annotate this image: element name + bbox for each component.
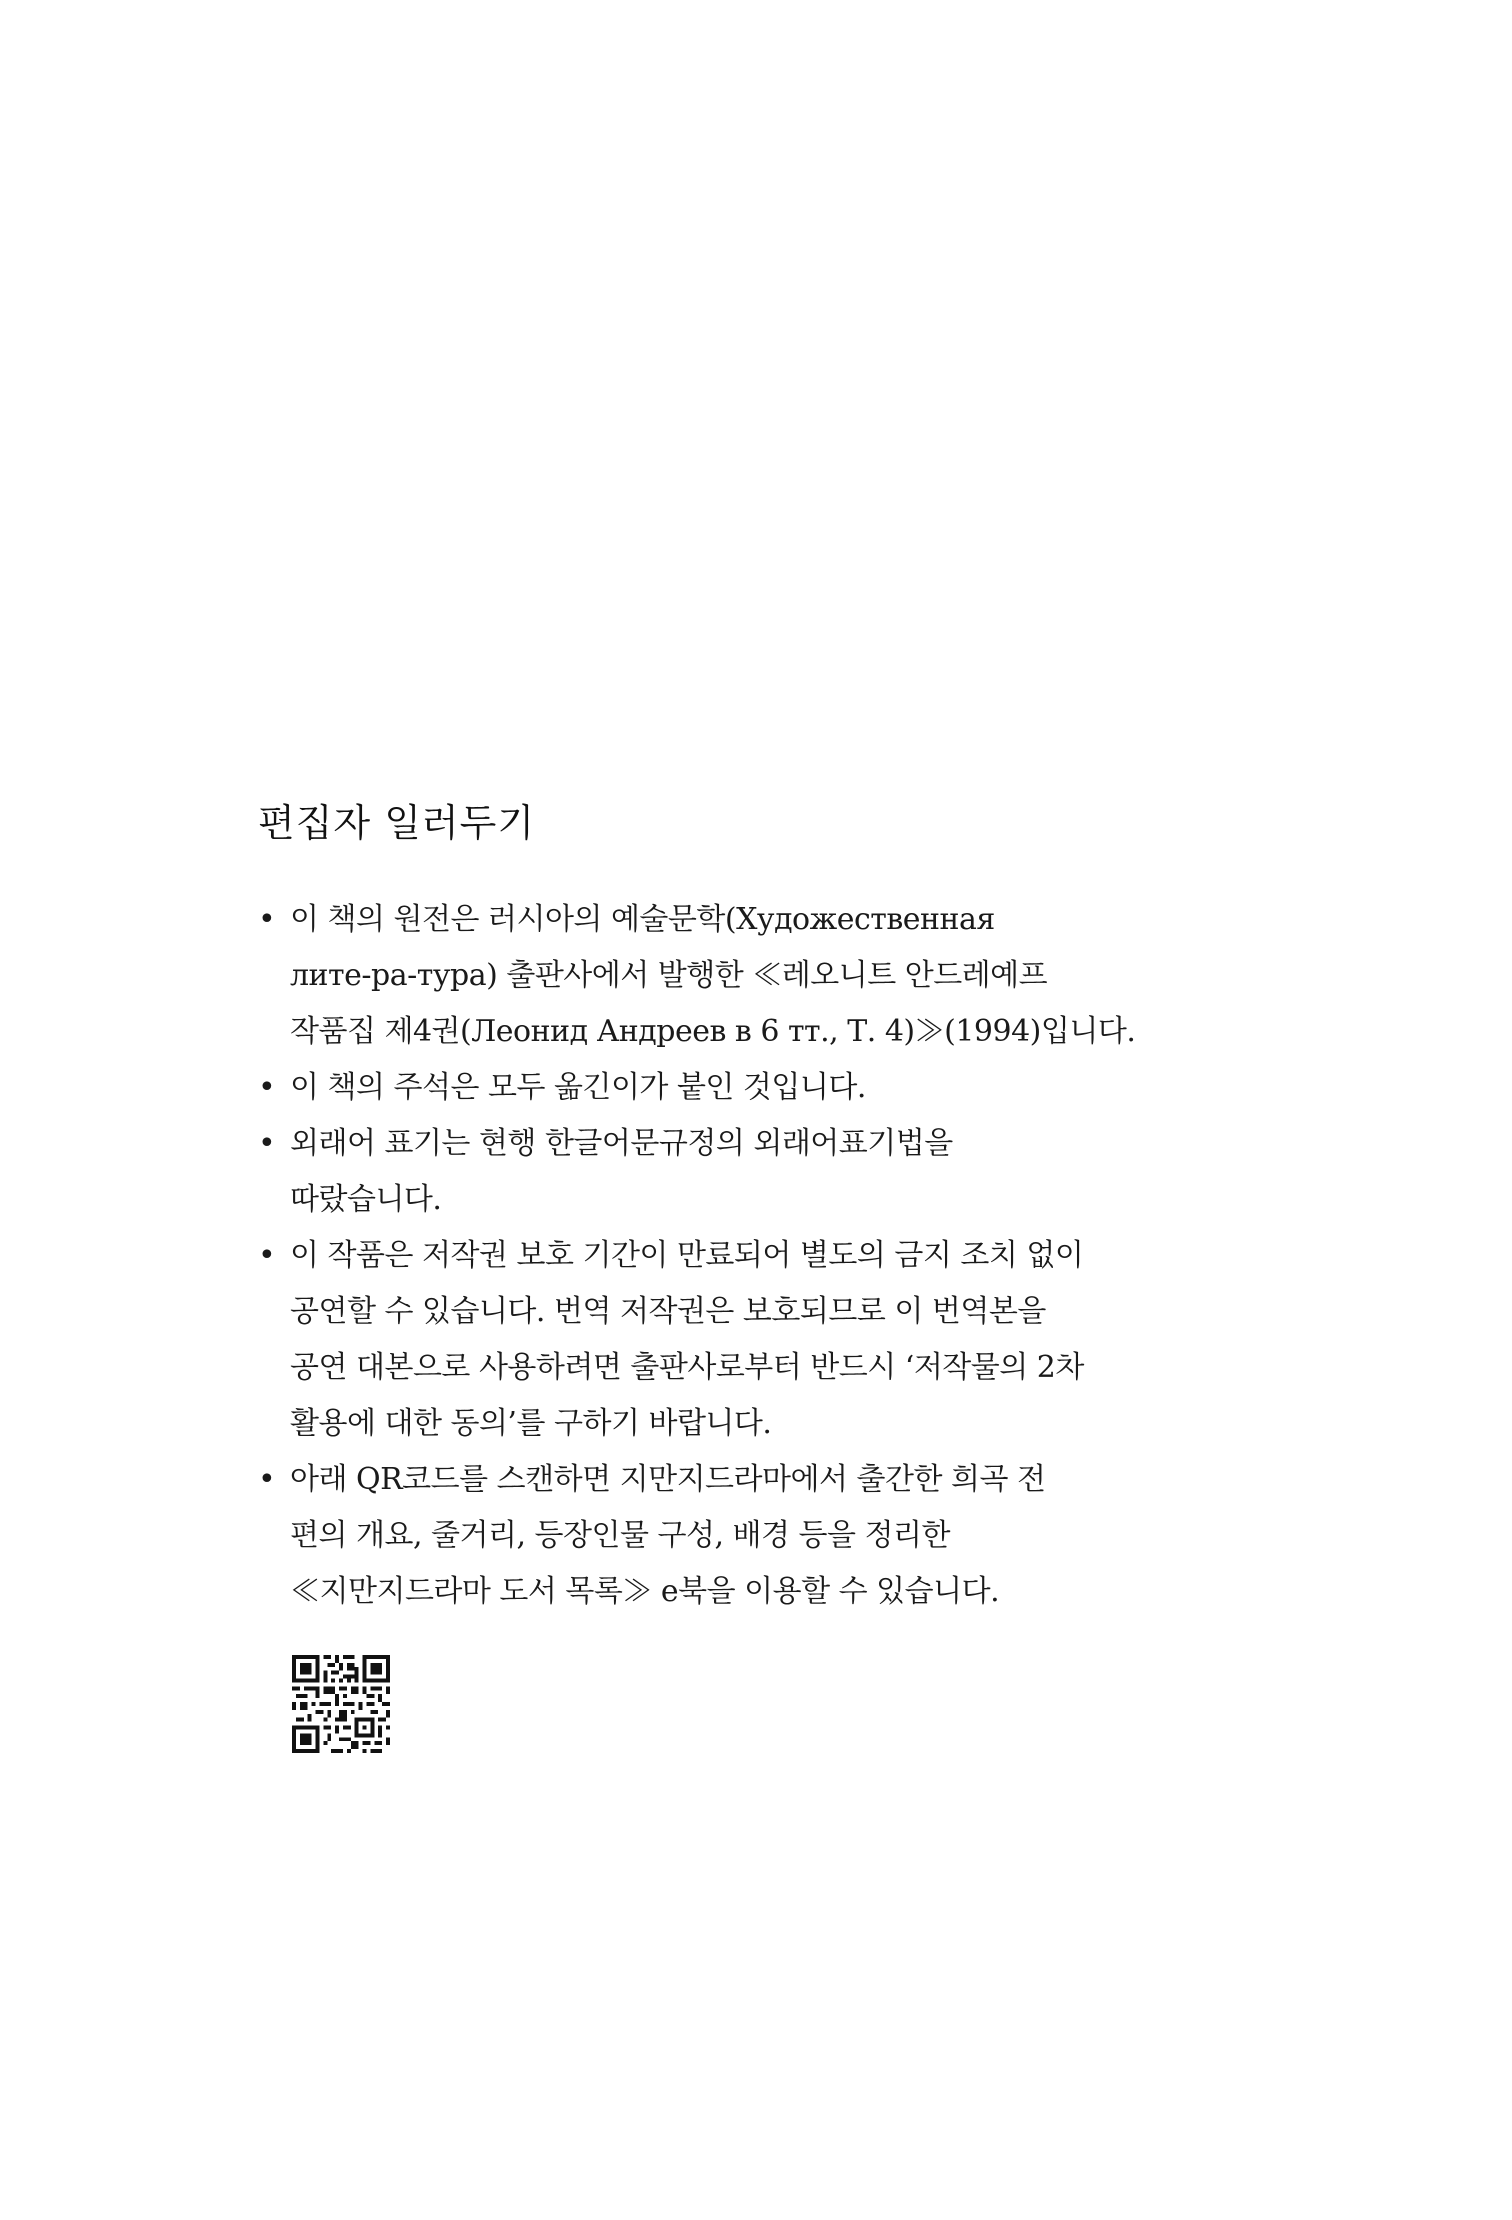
bullet-icon: • [258,1238,276,1273]
note-item [258,1452,1218,1620]
note-line: 이 작품은 저작권 보호 기간이 만료되어 별도의 금지 조치 없이 [290,1238,1084,1273]
note-item [258,1228,1218,1452]
page-title: 편집자 일러두기 [258,801,536,845]
note-line: 공연 대본으로 사용하려면 출판사로부터 반드시 ‘저작물의 2차 [290,1350,1084,1385]
note-line: 활용에 대한 동의’를 구하기 바랍니다. [290,1406,772,1441]
bullet-icon: • [258,902,276,937]
note-line: 이 책의 주석은 모두 옮긴이가 붙인 것입니다. [290,1070,866,1105]
note-line: 아래 QR코드를 스캔하면 지만지드라마에서 출간한 희곡 전 [290,1462,1046,1497]
note-line: 편의 개요, 줄거리, 등장인물 구성, 배경 등을 정리한 [290,1518,950,1553]
note-line: 따랐습니다. [290,1182,442,1217]
note-line: ≪지만지드라마 도서 목록≫ e북을 이용할 수 있습니다. [290,1574,1000,1609]
note-item [258,892,1218,1060]
note-item [258,1116,1218,1228]
notes-list [258,892,1218,1620]
note-item [258,1060,1218,1116]
note-line: лите-ра-тура) 출판사에서 발행한 ≪레오니트 안드레예프 [290,958,1048,993]
note-line: 이 책의 원전은 러시아의 예술문학(Художественная [290,902,995,937]
note-line: 작품집 제4권(Леонид Андреев в 6 тт., Т. 4)≫(1994)입니다. [290,1014,1136,1049]
note-line: 공연할 수 있습니다. 번역 저작권은 보호되므로 이 번역본을 [290,1294,1046,1329]
qr-code-icon[interactable] [292,1655,390,1753]
note-line: 외래어 표기는 현행 한글어문규정의 외래어표기법을 [290,1126,953,1161]
bullet-icon: • [258,1462,276,1497]
bullet-icon: • [258,1126,276,1161]
bullet-icon: • [258,1070,276,1105]
